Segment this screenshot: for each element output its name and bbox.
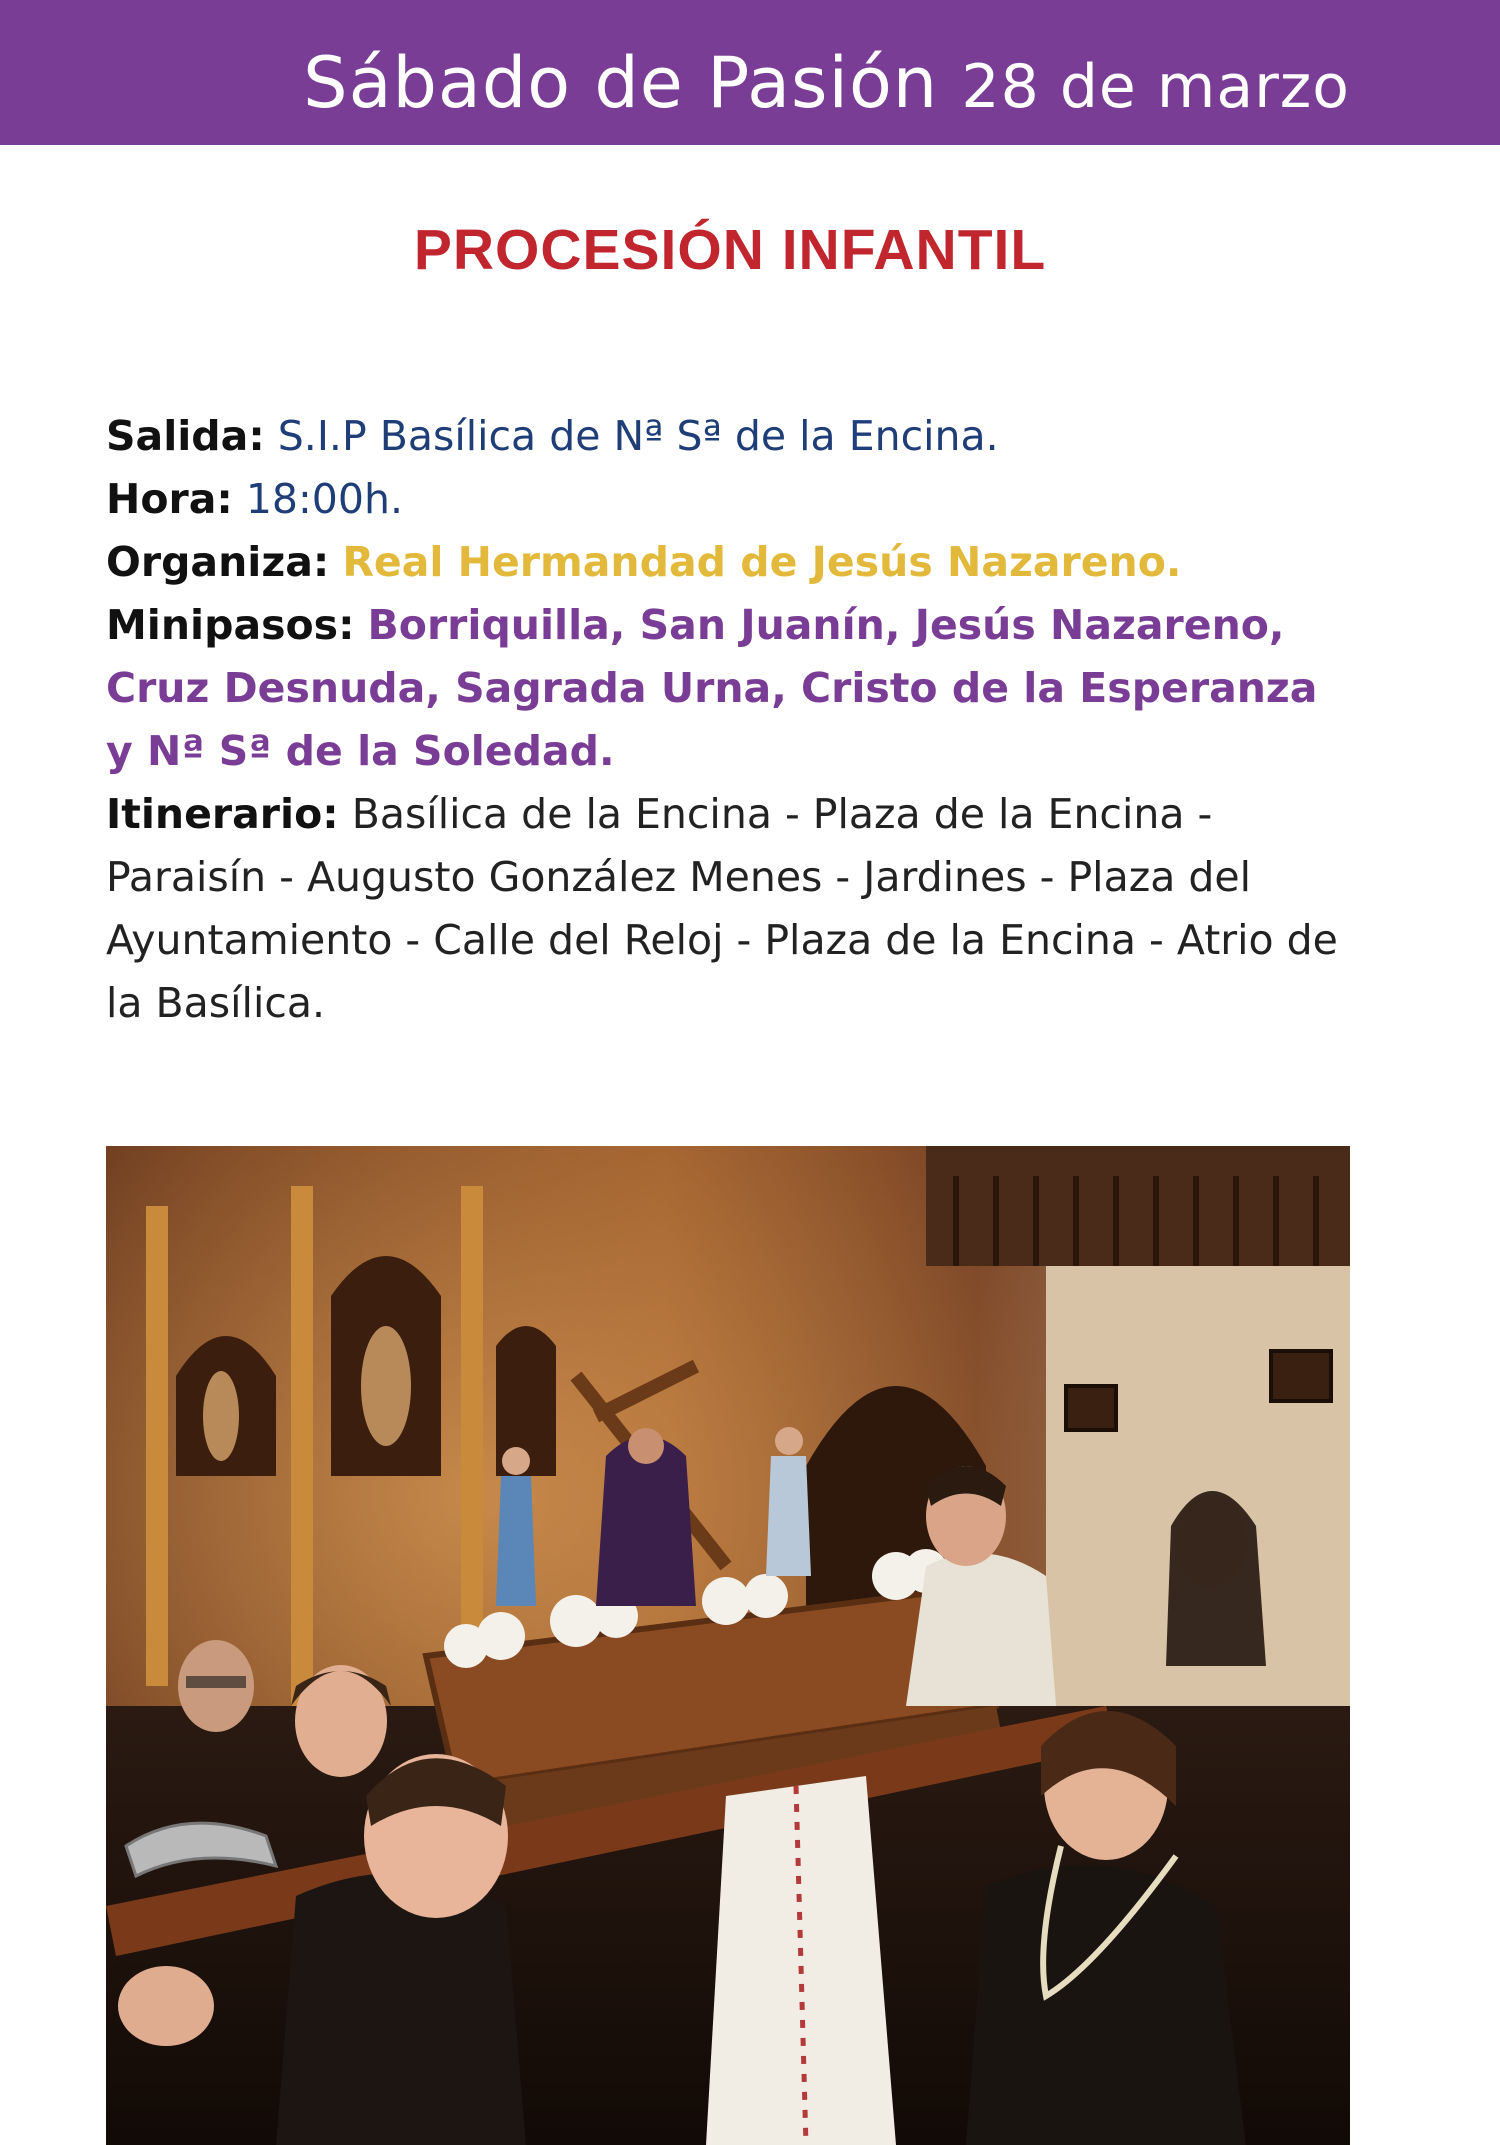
detail-minipasos [106, 594, 1356, 783]
detail-itinerario [106, 783, 1356, 1035]
header-date: 28 de marzo [961, 52, 1350, 122]
itinerario-value: Basílica de la Encina - Plaza de la Encina - Paraisín - Augusto González Menes - Jardines - Plaza del Ayuntamiento - Calle del Reloj - Plaza de la Encina - Atrio de la Basílica. [106, 790, 1338, 1027]
procession-photo-illustration [106, 1146, 1350, 2145]
organiza-value: Real Hermandad de Jesús Nazareno. [342, 538, 1182, 586]
itinerario-label: Itinerario: [106, 790, 339, 838]
salida-value: S.I.P Basílica de Nª Sª de la Encina. [277, 412, 999, 460]
detail-organiza [106, 531, 1356, 594]
header-bar [0, 0, 1500, 145]
header-title [303, 38, 1350, 132]
organiza-label: Organiza: [106, 538, 330, 586]
salida-label: Salida: [106, 412, 265, 460]
minipasos-label: Minipasos: [106, 601, 355, 649]
detail-hora [106, 468, 1356, 531]
hora-label: Hora: [106, 475, 233, 523]
event-details [106, 405, 1356, 1035]
header-title-text: Sábado de Pasión [303, 42, 939, 124]
event-title: PROCESIÓN INFANTIL [413, 218, 1047, 282]
procession-photo [106, 1146, 1350, 2145]
detail-salida [106, 405, 1356, 468]
hora-value: 18:00h. [245, 475, 403, 523]
minipasos-value: Borriquilla, San Juanín, Jesús Nazareno, Cruz Desnuda, Sagrada Urna, Cristo de la Esperanza y Nª Sª de la Soledad. [106, 601, 1318, 775]
